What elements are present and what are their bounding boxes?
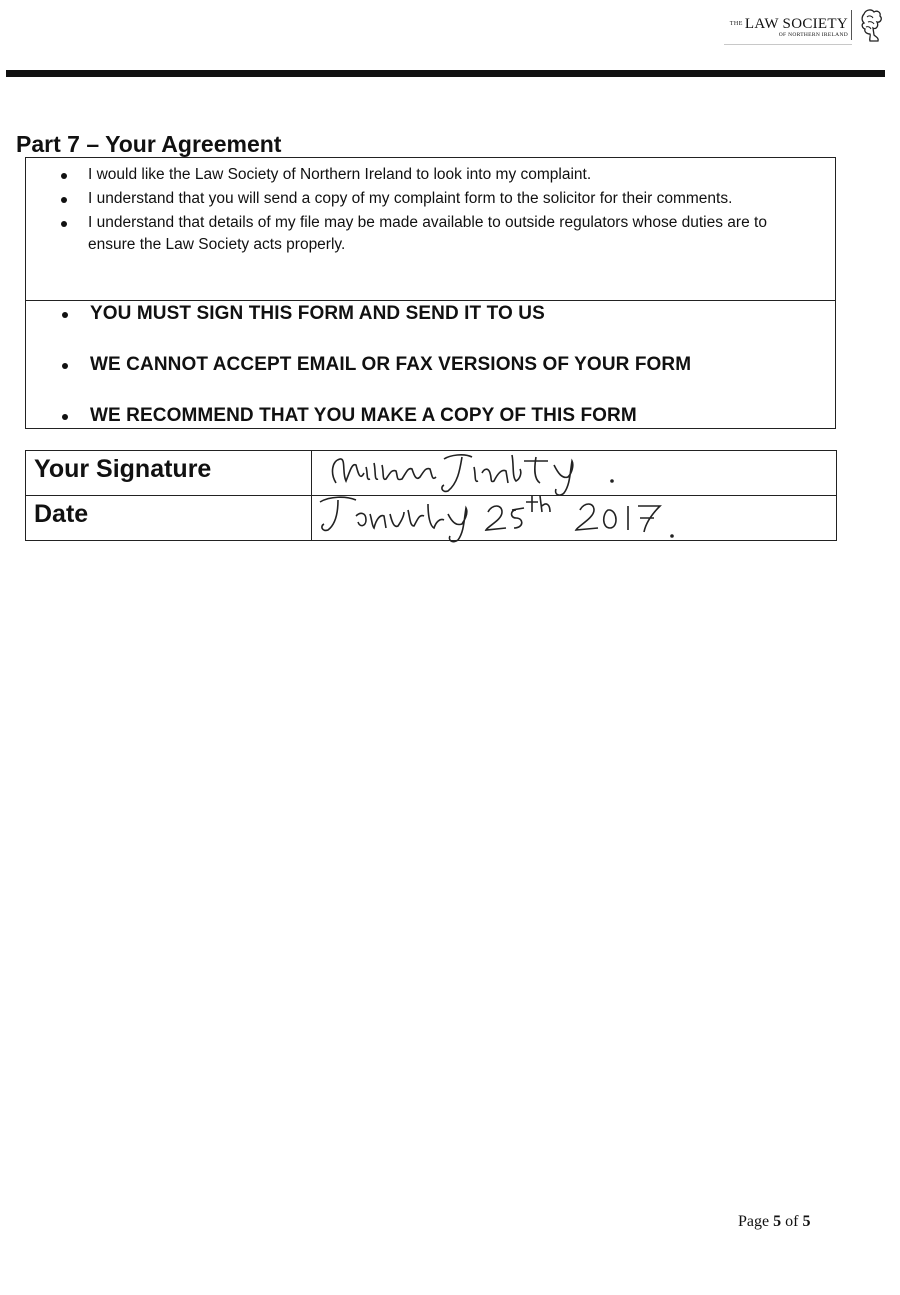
- notice-item: WE CANNOT ACCEPT EMAIL OR FAX VERSIONS OF YOUR FORM: [90, 354, 692, 375]
- logo-sub: OF NORTHERN IRELAND: [778, 32, 848, 38]
- agreement-item: I would like the Law Society of Northern Ireland to look into my complaint.: [88, 164, 798, 186]
- agreement-box: [25, 157, 836, 429]
- signature-label: Your Signature: [34, 455, 212, 483]
- date-row: [26, 496, 836, 540]
- handwritten-date: [316, 488, 736, 548]
- law-society-logo: [724, 8, 890, 46]
- logo-text: [730, 16, 848, 39]
- top-rule: [6, 70, 885, 77]
- agreement-item: I understand that details of my file may be made available to outside regulators whose duties are to ensure the Law Society acts properly.: [88, 212, 798, 256]
- logo-main: LAW SOCIETY: [744, 16, 848, 32]
- page-current: 5: [773, 1213, 782, 1230]
- logo-divider: [851, 10, 852, 40]
- agreement-item: I understand that you will send a copy of my complaint form to the solicitor for their comments.: [88, 188, 798, 210]
- page-number: [738, 1213, 810, 1231]
- notice-item: WE RECOMMEND THAT YOU MAKE A COPY OF THIS FORM: [90, 405, 637, 426]
- page-total: 5: [802, 1213, 811, 1230]
- crest-icon: [858, 8, 884, 44]
- logo-the: THE: [729, 21, 743, 27]
- date-label: Date: [34, 500, 89, 528]
- page-prefix: Page: [738, 1213, 770, 1230]
- signature-table: [25, 450, 837, 541]
- logo-underline: [724, 44, 852, 45]
- part-title: Part 7 – Your Agreement: [16, 131, 282, 157]
- page-of: of: [785, 1213, 799, 1230]
- agreement-list: [26, 158, 835, 301]
- notice-item: YOU MUST SIGN THIS FORM AND SEND IT TO US: [90, 303, 545, 324]
